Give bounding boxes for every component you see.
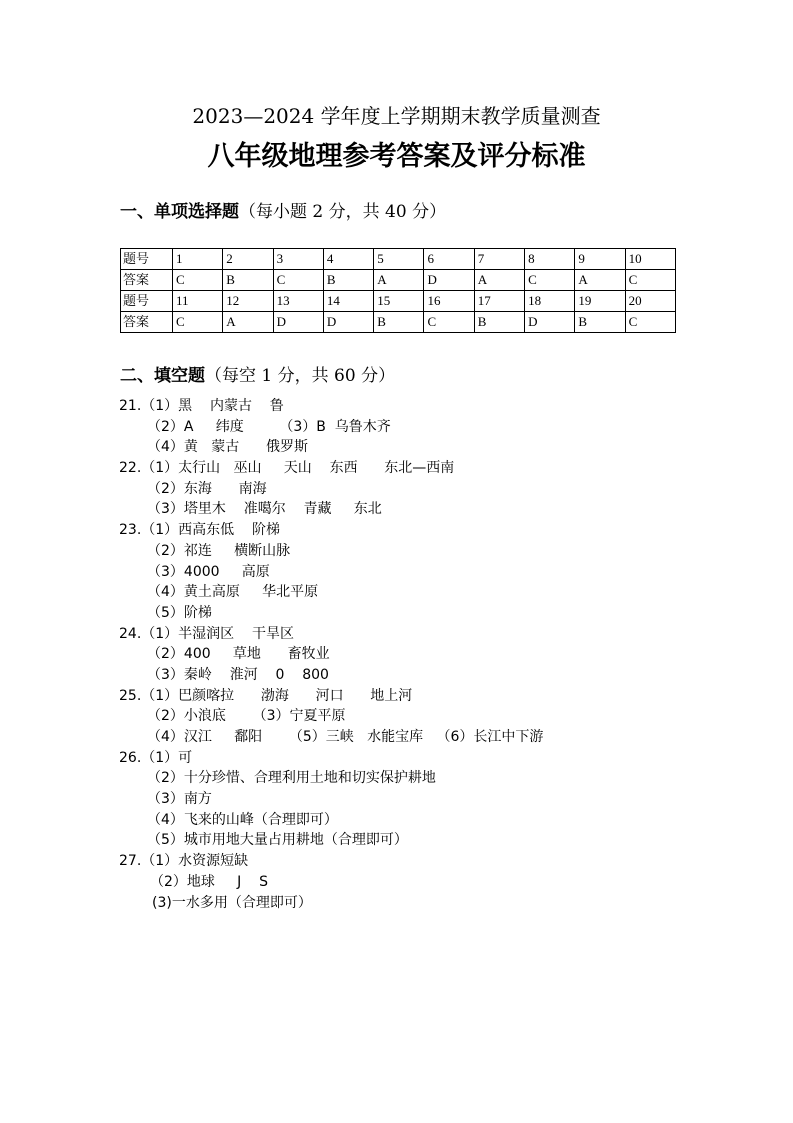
answer-cell: A (374, 270, 424, 291)
answer-cell: C (173, 312, 223, 333)
answer-cell: B (374, 312, 424, 333)
exam-subtitle: 2023—2024 学年度上学期期末教学质量测查 (192, 104, 601, 128)
sub-answer-line: （3）塔里木 准噶尔 青藏 东北 (147, 501, 382, 518)
sub-answer-line: （2）十分珍惜、合理利用土地和切实保护耕地 (147, 770, 436, 787)
answer-row (121, 312, 676, 333)
question-answer-line: 26.（1）可 (119, 749, 193, 766)
row-header-cell: 题号 (121, 249, 173, 270)
answer-cell: B (223, 270, 273, 291)
sub-answer-line: （2）东海 南海 (147, 480, 267, 497)
question-number-cell: 17 (474, 291, 524, 312)
sub-answer-line: （4）飞来的山峰（合理即可） (147, 811, 338, 828)
question-number-cell: 14 (323, 291, 373, 312)
question-answer-line: 27.（1）水资源短缺 (119, 853, 249, 870)
question-number-cell: 18 (525, 291, 575, 312)
sub-answer-line: （2）祁连 横断山脉 (147, 542, 291, 559)
question-number-cell: 11 (173, 291, 223, 312)
sub-answer-line: （4）黄 蒙古 俄罗斯 (147, 439, 308, 456)
answer-cell: C (525, 270, 575, 291)
answer-cell: C (625, 312, 675, 333)
question-number-row (121, 291, 676, 312)
question-answer-line: 25.（1）巴颜喀拉 渤海 河口 地上河 (119, 687, 413, 704)
question-number-cell: 9 (575, 249, 625, 270)
question-number-cell: 20 (625, 291, 675, 312)
sub-answer-line: （2）小浪底 （3）宁夏平原 (147, 708, 346, 725)
answer-row (121, 270, 676, 291)
section-heading-fill-in (120, 364, 395, 388)
question-answer-line: 22.（1）太行山 巫山 天山 东西 东北—西南 (119, 460, 455, 477)
answer-cell: C (273, 270, 323, 291)
sub-answer-line: （4）黄土高原 华北平原 (147, 584, 319, 601)
question-number-row (121, 249, 676, 270)
question-number-cell: 4 (323, 249, 373, 270)
answer-cell: B (575, 312, 625, 333)
question-number-cell: 12 (223, 291, 273, 312)
fill-in-answer-list (119, 396, 759, 913)
answer-cell: A (474, 270, 524, 291)
sub-answer-line: （2）400 草地 畜牧业 (147, 646, 330, 663)
question-answer-line: 21.（1）黑 内蒙古 鲁 (119, 398, 284, 414)
question-number-cell: 13 (273, 291, 323, 312)
section-scoring-note: （每空 1 分，共 60 分） (205, 366, 396, 386)
question-number-cell: 15 (374, 291, 424, 312)
question-number-cell: 7 (474, 249, 524, 270)
question-number-cell: 2 (223, 249, 273, 270)
row-header-cell: 答案 (121, 312, 173, 333)
section-scoring-note: （每小题 2 分，共 40 分） (239, 202, 447, 222)
answer-cell: D (525, 312, 575, 333)
question-number-cell: 19 (575, 291, 625, 312)
sub-answer-line: （2）A 纬度 （3）B 乌鲁木齐 (147, 418, 391, 435)
section-label: 一、单项选择题 (120, 202, 239, 222)
question-number-cell: 1 (173, 249, 223, 270)
answer-cell: A (223, 312, 273, 333)
answer-cell: D (273, 312, 323, 333)
answer-cell: C (424, 312, 474, 333)
question-number-cell: 6 (424, 249, 474, 270)
answer-cell: C (625, 270, 675, 291)
row-header-cell: 答案 (121, 270, 173, 291)
sub-answer-line: （5）城市用地大量占用耕地（合理即可） (147, 832, 408, 849)
row-header-cell: 题号 (121, 291, 173, 312)
sub-answer-line: （4）汉江 鄱阳 （5）三峡 水能宝库 （6）长江中下游 (147, 729, 544, 745)
sub-answer-line: （5）阶梯 (147, 604, 212, 621)
answer-cell: D (323, 312, 373, 333)
answer-cell: A (575, 270, 625, 291)
answer-cell: B (323, 270, 373, 291)
question-answer-line: 24.（1）半湿润区 干旱区 (119, 625, 294, 642)
question-number-cell: 16 (424, 291, 474, 312)
question-number-cell: 3 (273, 249, 323, 270)
question-number-cell: 5 (374, 249, 424, 270)
sub-answer-line: （3）南方 (147, 791, 212, 808)
section-label: 二、填空题 (120, 366, 205, 386)
answer-table-body (121, 249, 676, 333)
question-number-cell: 8 (525, 249, 575, 270)
sub-answer-line: （3）秦岭 淮河 0 800 (147, 666, 329, 683)
question-answer-line: 23.（1）西高东低 阶梯 (119, 522, 280, 539)
question-number-cell: 10 (625, 249, 675, 270)
sub-answer-line: （2）地球 J S (150, 873, 268, 890)
answer-cell: B (474, 312, 524, 333)
answer-cell: D (424, 270, 474, 291)
page-title: 八年级地理参考答案及评分标准 (207, 141, 586, 172)
answer-cell: C (173, 270, 223, 291)
sub-answer-line: （3）4000 高原 (147, 563, 270, 580)
multiple-choice-answer-table (120, 248, 676, 333)
sub-answer-line: (3)一水多用（合理即可） (152, 894, 312, 911)
section-heading-multiple-choice (120, 200, 446, 224)
